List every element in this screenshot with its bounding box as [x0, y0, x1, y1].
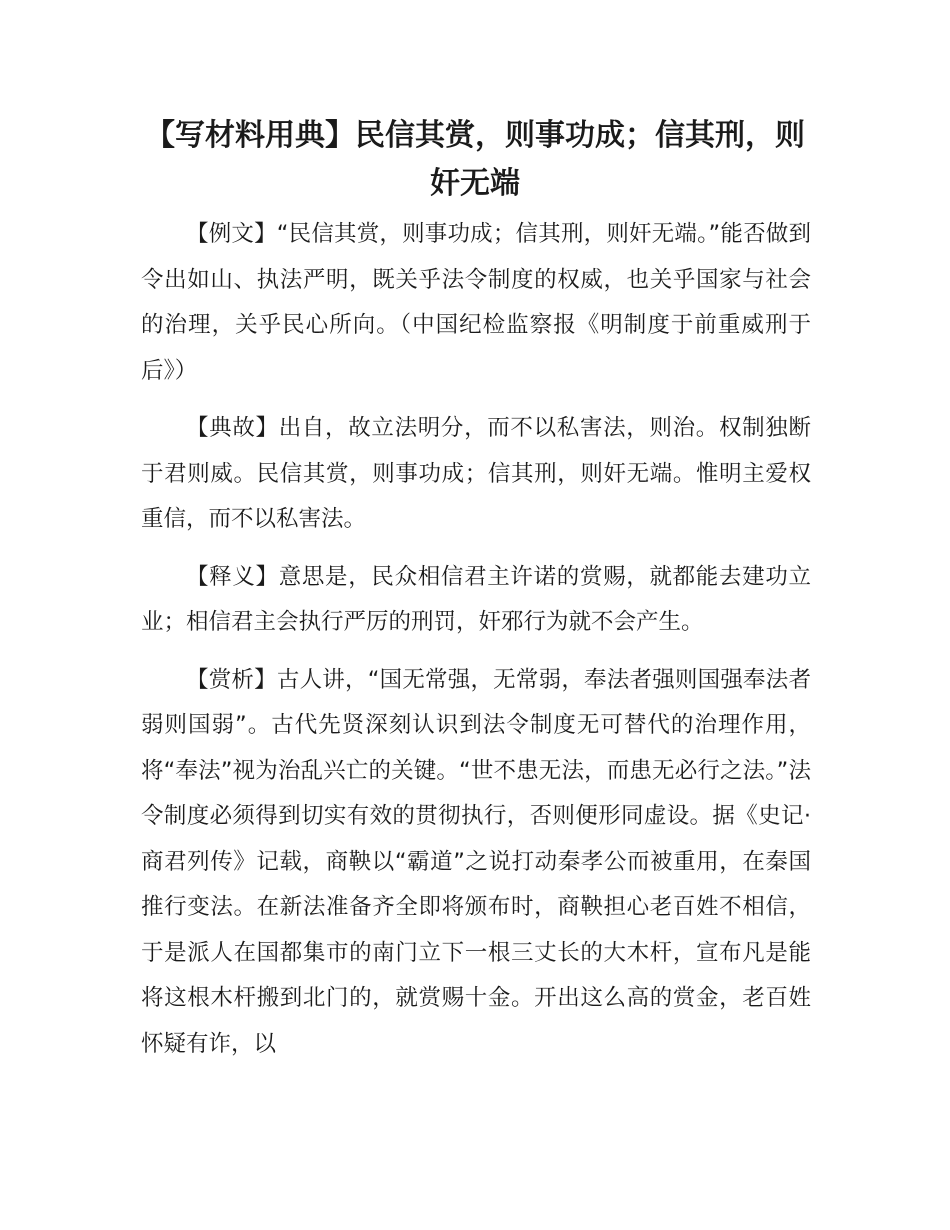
- paragraph-interpretation: [141, 555, 811, 646]
- document-body: [141, 212, 811, 1079]
- paragraph-text: “民信其赏，则事功成；信其刑，则奸无端。”能否做到令出如山、执法严明，既关乎法令制度的权威，也关乎国家与社会的治理，关乎民心所向。（中国纪检监察报《明制度于前重威刑于后》）: [141, 221, 811, 384]
- paragraph-tag: 【释义】: [186, 563, 279, 590]
- paragraph-text: 意思是，民众相信君主许诺的赏赐，就都能去建功立业；相信君主会执行严厉的刑罚，奸邪行为就不会产生。: [141, 563, 811, 635]
- paragraph-allusion: [141, 406, 811, 543]
- paragraph-text: 古人讲，“国无常强，无常弱，奉法者强则国强奉法者弱则国弱”。古代先贤深刻认识到法令制度无可替代的治理作用，将“奉法”视为治乱兴亡的关键。“世不患无法，而患无必行之法。”法令制度必须得到切实有效的贯彻执行，否则便形同虚设。据《史记·商君列传》记载，商鞅以“霸道”之说打动秦孝公而被重用，在秦国推行变法。在新法准备齐全即将颁布时，商鞅担心老百姓不相信，于是派人在国都集市的南门立下一根三丈长的大木杆，宣布凡是能将这根木杆搬到北门的，就赏赐十金。开出这么高的赏金，老百姓怀疑有诈，以: [141, 666, 811, 1057]
- paragraph-example: [141, 212, 811, 394]
- paragraph-text: 出自，故立法明分，而不以私害法，则治。权制独断于君则威。民信其赏，则事功成；信其刑，则奸无端。惟明主爱权重信，而不以私害法。: [141, 415, 811, 532]
- paragraph-tag: 【赏析】: [186, 666, 277, 693]
- paragraph-analysis: [141, 658, 811, 1068]
- paragraph-tag: 【例文】: [186, 221, 277, 247]
- paragraph-tag: 【典故】: [186, 415, 279, 441]
- document-title: 【写材料用典】民信其赏，则事功成；信其刑，则奸无端: [145, 118, 805, 201]
